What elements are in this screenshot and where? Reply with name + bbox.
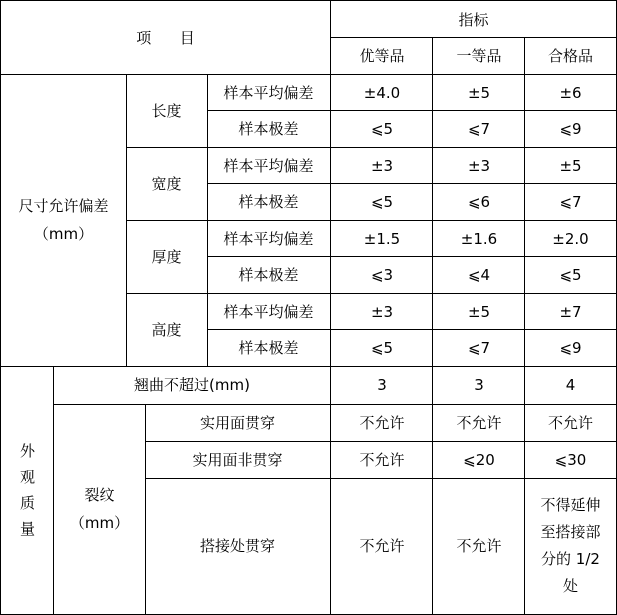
cell-text: ±1.6 [460,229,498,248]
grid-line [207,183,617,184]
header-grade-qualified [525,38,616,74]
value-cell [525,184,616,220]
value-cell [433,442,525,478]
cell-text: 4 [565,376,576,394]
cell-text: 3 [474,376,484,394]
grid-line [207,329,617,330]
header-indicator-label: 指标 [458,10,489,29]
row-label [145,478,330,614]
cell-text: ±5 [467,83,491,102]
cell-text: 处 [562,577,578,595]
cell-text: 3 [377,376,387,394]
cell-text: ⩽5 [559,266,582,284]
cell-text: 样本极差 [238,120,299,138]
cell-text: 至搭接部 [540,523,601,541]
value-cell [433,111,525,147]
grid-line [126,220,617,221]
cell-text: ⩽9 [559,339,582,357]
grid-line [126,293,617,294]
cell-text: ±5 [467,302,491,321]
cell-text: 实用面非贯穿 [192,451,283,469]
appearance-title-char: 质 [19,494,35,512]
cell-text: ⩽3 [370,266,394,284]
value-cell [331,442,433,478]
value-cell [525,330,616,366]
group-label: 长度 [151,101,182,120]
cell-text: 搭接处贯穿 [199,537,275,555]
row-label [207,220,330,257]
cell-text: ⩽5 [370,339,394,357]
row-label [207,184,330,220]
appearance-title-char: 外 [19,442,35,460]
value-cell [331,74,433,111]
cell-text: 分的 1/2 [541,550,600,568]
header-item-cell [1,1,330,74]
value-cell [331,478,433,614]
cell-text: ±3 [370,156,394,175]
grid-line [207,256,617,257]
group-label: 厚度 [151,247,182,266]
cell-text: 不得延伸 [540,496,601,514]
cell-text: ⩽6 [467,193,491,211]
header-indicator-cell [331,1,616,38]
cell-text: 不允许 [359,537,405,555]
grid-line [207,110,617,111]
cell-text: 样本极差 [238,266,299,284]
value-cell [433,366,525,404]
group-width [126,147,207,220]
group-length [126,74,207,147]
cell-text: ±3 [467,156,491,175]
dimension-unit: （mm） [33,225,94,243]
grade-label: 一等品 [456,47,502,65]
cell-text: 不允许 [547,414,593,432]
grid-line [524,37,525,615]
value-cell [331,220,433,257]
grid-line [53,404,617,405]
row-label [145,404,330,442]
crack-label-cell [54,404,145,614]
value-cell [331,366,433,404]
value-cell [525,220,616,257]
row-label [207,111,330,147]
grid-line [0,366,617,367]
cell-text: ⩽5 [370,120,394,138]
border-line [0,0,1,615]
crack-unit: （mm） [69,514,130,532]
row-label [207,147,330,184]
cell-text: ⩽7 [467,120,491,138]
cell-text: ±6 [559,83,582,102]
value-cell [331,257,433,293]
value-cell [433,74,525,111]
cell-text: ⩽7 [467,339,491,357]
grid-line [330,0,331,615]
cell-text: 样本平均偏差 [223,302,314,321]
appearance-title-char: 观 [19,468,35,486]
group-label: 宽度 [151,174,182,193]
grid-line [145,478,617,479]
cell-text: 实用面贯穿 [199,414,275,432]
warp-label-cell [54,366,330,404]
cell-text: 样本平均偏差 [223,229,314,248]
dimension-title-cell [1,74,126,366]
header-grade-premium [331,38,433,74]
cell-text: ±2.0 [552,229,589,248]
value-cell [525,257,616,293]
value-cell [331,404,433,442]
cell-text: ±3 [370,302,394,321]
value-cell [433,184,525,220]
cell-text: ±7 [559,302,582,321]
row-label [207,257,330,293]
value-cell [525,293,616,330]
cell-text: 不允许 [359,451,405,469]
value-cell [433,220,525,257]
cell-text: ⩽30 [554,451,587,469]
value-cell [433,147,525,184]
cell-text: 样本极差 [238,193,299,211]
cell-text: ±5 [559,156,582,175]
row-label [207,330,330,366]
cell-text: ⩽9 [559,120,582,138]
cell-text: 不允许 [456,414,502,432]
cell-text: 样本极差 [238,339,299,357]
border-line [0,0,617,1]
grid-line [145,441,617,442]
crack-label: 裂纹 [84,486,115,504]
row-label [207,74,330,111]
cell-text: ⩽4 [467,266,491,284]
header-grade-first [433,38,525,74]
grid-line [0,74,617,75]
value-cell [331,184,433,220]
value-cell [525,147,616,184]
cell-text: 不允许 [456,537,502,555]
warp-label: 翘曲不超过(mm) [134,376,250,394]
header-item-label: 项 目 [136,28,195,47]
appearance-title-cell [1,366,54,614]
grade-label: 合格品 [547,47,593,65]
cell-text: 不允许 [359,414,405,432]
grid-line [126,147,617,148]
cell-text: ⩽5 [370,193,394,211]
cell-text: ±4.0 [363,83,401,102]
value-cell [433,293,525,330]
appearance-title-char: 量 [19,520,35,538]
cell-text: ±1.5 [363,229,401,248]
grid-line [145,404,146,615]
cell-text: ⩽20 [463,451,495,469]
value-cell [525,366,616,404]
value-cell [525,404,616,442]
cell-text: 样本平均偏差 [223,156,314,175]
group-thickness [126,220,207,293]
grid-line [330,37,617,38]
row-label [145,442,330,478]
value-cell [331,293,433,330]
value-cell [331,330,433,366]
value-cell [433,478,525,614]
row-label [207,293,330,330]
value-cell [525,442,616,478]
value-cell [331,111,433,147]
value-cell [525,111,616,147]
value-cell [433,330,525,366]
grid-line [432,37,433,615]
value-cell [525,74,616,111]
cell-text: ⩽7 [559,193,582,211]
value-cell [433,404,525,442]
value-cell [433,257,525,293]
grade-label: 优等品 [359,47,405,65]
cell-text: 样本平均偏差 [223,83,314,102]
group-label: 高度 [151,320,182,339]
value-cell-multiline [525,478,616,614]
group-height [126,293,207,366]
value-cell [331,147,433,184]
dimension-title: 尺寸允许偏差 [18,197,109,215]
